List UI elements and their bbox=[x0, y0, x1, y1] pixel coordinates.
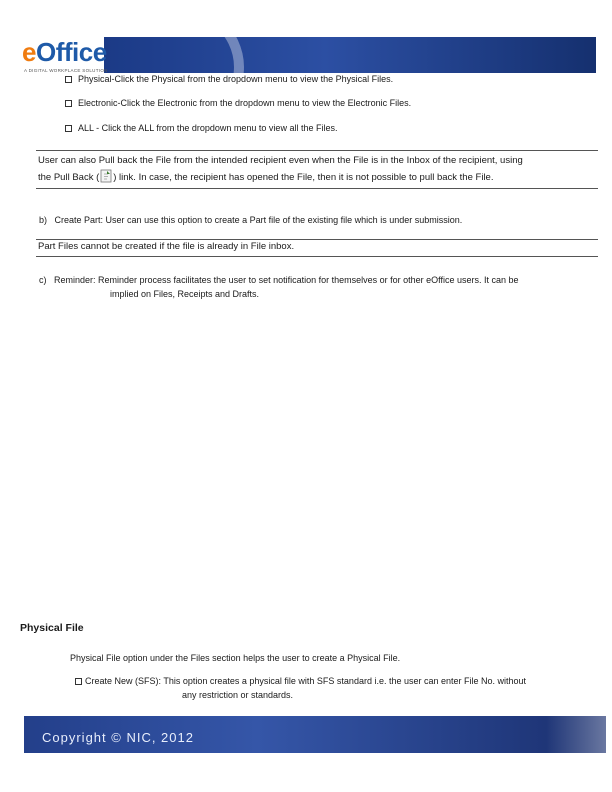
logo-office: Office bbox=[35, 37, 107, 67]
list-item: Physical-Click the Physical from the dropdown menu to view the Physical Files. bbox=[65, 74, 393, 84]
eoffice-logo bbox=[22, 37, 112, 75]
checkbox-bullet-icon bbox=[65, 76, 72, 83]
pullback-note: User can also Pull back the File from the intended recipient even when the File is in the Inbox of the recipient, using the Pull Back ( ) link. In case, the recipient has opened the File, then it is not possible to pull back the File. bbox=[36, 150, 598, 189]
physical-file-intro: Physical File option under the Files section helps the user to create a Physical File. bbox=[70, 653, 401, 663]
checkbox-bullet-icon bbox=[65, 125, 72, 132]
list-item: ALL - Click the ALL from the dropdown menu to view all the Files. bbox=[65, 123, 337, 133]
list-item: Create New (SFS): This option creates a physical file with SFS standard i.e. the user can enter File No. without bbox=[75, 675, 526, 687]
pull-back-icon bbox=[100, 169, 112, 183]
logo-tagline: A DIGITAL WORKPLACE SOLUTION bbox=[24, 68, 108, 73]
list-item-continued: any restriction or standards. bbox=[182, 690, 294, 700]
reminder-item-continued: implied on Files, Receipts and Drafts. bbox=[110, 289, 260, 299]
reminder-item: c) Reminder: Reminder process facilitates the user to set notification for themselves or for other eOffice users. It can be bbox=[39, 275, 519, 285]
logo-e: e bbox=[22, 37, 36, 67]
checkbox-bullet-icon bbox=[75, 678, 82, 685]
header-banner bbox=[104, 37, 596, 73]
part-files-note: Part Files cannot be created if the file is already in File inbox. bbox=[36, 239, 598, 257]
checkbox-bullet-icon bbox=[65, 100, 72, 107]
list-item: Electronic-Click the Electronic from the dropdown menu to view the Electronic Files. bbox=[65, 98, 411, 108]
footer-banner bbox=[24, 716, 606, 753]
copyright-text: Copyright © NIC, 2012 bbox=[42, 730, 194, 745]
create-part-item: b) Create Part: User can use this option to create a Part file of the existing file which is under submission. bbox=[39, 215, 463, 225]
section-heading: Physical File bbox=[20, 622, 84, 634]
